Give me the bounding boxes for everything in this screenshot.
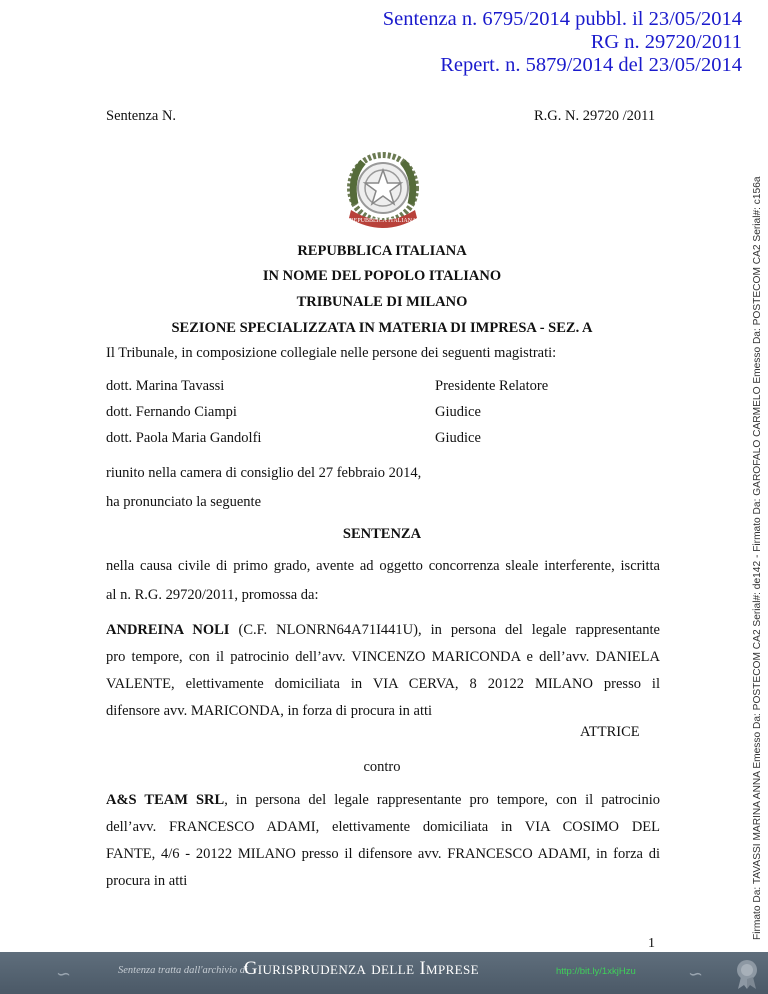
rg-number-label: R.G. N. 29720 /2011 bbox=[534, 108, 656, 124]
title-nome-popolo: IN NOME DEL POPOLO ITALIANO bbox=[262, 268, 502, 284]
defendant-line-1 bbox=[106, 792, 660, 809]
defendant-line-2: dell’avv. FRANCESCO ADAMI, elettivamente domiciliata in VIA COSIMO DEL bbox=[106, 819, 660, 835]
defendant-details: , in persona del legale rappresentante pro tempore, con il patrocinio bbox=[224, 792, 660, 808]
title-repubblica: REPUBBLICA ITALIANA bbox=[297, 243, 467, 259]
cause-line-2: al n. R.G. 29720/2011, promossa da: bbox=[106, 587, 319, 603]
registry-stamp bbox=[383, 8, 742, 77]
title-sezione: SEZIONE SPECIALIZZATA IN MATERIA DI IMPRESA - SEZ. A bbox=[171, 320, 593, 336]
stamp-line-3: Repert. n. 5879/2014 del 23/05/2014 bbox=[440, 54, 742, 76]
plaintiff-details: (C.F. NLONRN64A71I441U), in persona del legale rappresentante bbox=[229, 622, 660, 638]
judge-role: Giudice bbox=[435, 430, 481, 446]
digital-signature-note: Firmato Da: TAVASSI MARINA ANNA Emesso Da: POSTECOM CA2 Serial#: de142 - Firmato Da: GAROFALO CARMELO Emesso Da: POSTECOM CA2 Serial#: c156a bbox=[752, 176, 763, 940]
plaintiff-line-1 bbox=[106, 622, 660, 639]
page-number: 1 bbox=[648, 936, 655, 951]
plaintiff-line-2: pro tempore, con il patrocinio dell’avv. VINCENZO MARICONDA e dell’avv. DANIELA bbox=[106, 649, 660, 665]
defendant-line-4: procura in atti bbox=[106, 873, 188, 889]
defendant-name: A&S TEAM SRL bbox=[106, 792, 225, 808]
repubblica-italiana-emblem-icon bbox=[341, 148, 425, 234]
stamp-line-2: RG n. 29720/2011 bbox=[590, 31, 742, 53]
sentence-number-label: Sentenza N. bbox=[106, 108, 177, 124]
plaintiff-role: ATTRICE bbox=[580, 724, 640, 740]
flourish-left-icon: ∽ bbox=[56, 964, 72, 984]
cause-line-1: nella causa civile di primo grado, avente ad oggetto concorrenza sleale interferente, iscritta bbox=[106, 558, 660, 574]
plaintiff-line-4: difensore avv. MARICONDA, in forza di procura in atti bbox=[106, 703, 433, 719]
judge-name: dott. Fernando Ciampi bbox=[106, 404, 237, 420]
judge-role: Presidente Relatore bbox=[435, 378, 549, 394]
defendant-line-3: FANTE, 4/6 - 20122 MILANO presso il difensore avv. FRANCESCO ADAMI, in forza di bbox=[106, 846, 660, 862]
judge-role: Giudice bbox=[435, 404, 481, 420]
title-tribunale: TRIBUNALE DI MILANO bbox=[296, 294, 468, 310]
emblem-ribbon-text: REPUBBLICA ITALIANA bbox=[349, 218, 417, 224]
seal-badge-icon bbox=[734, 958, 760, 990]
flourish-right-icon: ∽ bbox=[688, 964, 704, 984]
footer-prefix: Sentenza tratta dall'archivio di bbox=[118, 965, 248, 976]
judge-name: dott. Paola Maria Gandolfi bbox=[106, 430, 262, 446]
pronounced-text: ha pronunciato la seguente bbox=[106, 494, 262, 510]
sentenza-heading: SENTENZA bbox=[342, 526, 422, 542]
footer-link[interactable]: http://bit.ly/1xkjHzu bbox=[556, 966, 636, 977]
meeting-text: riunito nella camera di consiglio del 27 febbraio 2014, bbox=[106, 465, 422, 481]
plaintiff-line-3: VALENTE, elettivamente domiciliata in VIA CERVA, 8 20122 MILANO presso il bbox=[106, 676, 660, 692]
stamp-line-1: Sentenza n. 6795/2014 pubbl. il 23/05/2014 bbox=[382, 8, 742, 30]
plaintiff-name: ANDREINA NOLI bbox=[106, 622, 230, 638]
contro-text: contro bbox=[363, 759, 401, 775]
judge-name: dott. Marina Tavassi bbox=[106, 378, 225, 394]
footer-brand: Giurisprudenza delle Imprese bbox=[244, 959, 479, 979]
intro-text: Il Tribunale, in composizione collegiale nelle persone dei seguenti magistrati: bbox=[106, 345, 557, 361]
archive-footer bbox=[0, 952, 768, 994]
